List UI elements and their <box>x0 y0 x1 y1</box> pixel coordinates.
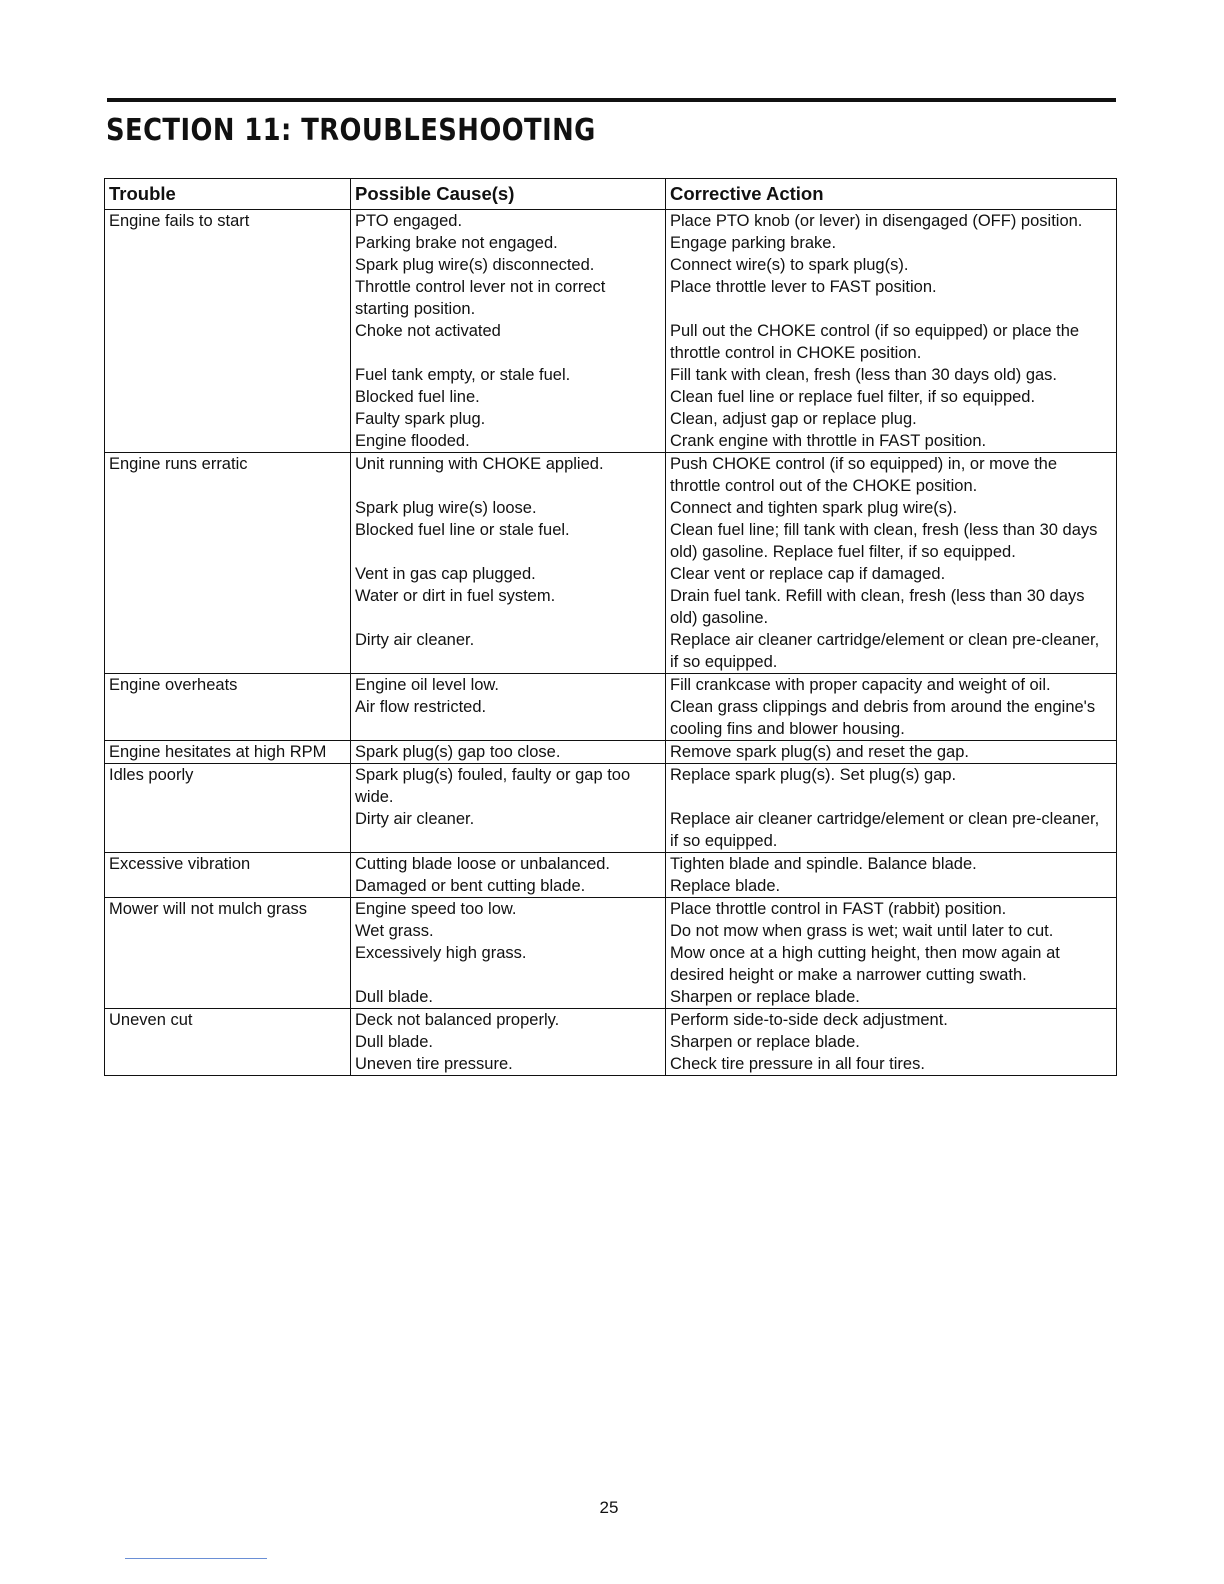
table-row <box>105 920 1117 942</box>
action-cell: Check tire pressure in all four tires. <box>666 1053 1117 1076</box>
trouble-cell <box>105 585 351 629</box>
action-cell: Push CHOKE control (if so equipped) in, or move the throttle control out of the CHOKE position. <box>666 453 1117 498</box>
cause-cell: Spark plug wire(s) disconnected. <box>351 254 666 276</box>
action-cell: Clean fuel line or replace fuel filter, if so equipped. <box>666 386 1117 408</box>
action-cell: Tighten blade and spindle. Balance blade. <box>666 853 1117 876</box>
table-row <box>105 386 1117 408</box>
trouble-cell <box>105 430 351 453</box>
action-cell: Mow once at a high cutting height, then mow again at desired height or make a narrower cutting swath. <box>666 942 1117 986</box>
table-row <box>105 942 1117 986</box>
trouble-cell: Engine overheats <box>105 674 351 697</box>
action-cell: Place throttle control in FAST (rabbit) position. <box>666 898 1117 921</box>
action-cell: Fill crankcase with proper capacity and weight of oil. <box>666 674 1117 697</box>
trouble-cell <box>105 563 351 585</box>
cause-cell: Spark plug(s) gap too close. <box>351 741 666 764</box>
cause-cell: Blocked fuel line or stale fuel. <box>351 519 666 563</box>
trouble-cell <box>105 808 351 853</box>
cause-cell: Choke not activated <box>351 320 666 364</box>
cause-cell: Water or dirt in fuel system. <box>351 585 666 629</box>
trouble-cell <box>105 320 351 364</box>
table-row <box>105 629 1117 674</box>
trouble-cell: Uneven cut <box>105 1009 351 1032</box>
action-cell: Crank engine with throttle in FAST position. <box>666 430 1117 453</box>
action-cell: Replace air cleaner cartridge/element or clean pre-cleaner, if so equipped. <box>666 629 1117 674</box>
trouble-cell: Mower will not mulch grass <box>105 898 351 921</box>
table-row <box>105 232 1117 254</box>
table-row <box>105 254 1117 276</box>
table-row <box>105 1031 1117 1053</box>
action-cell: Place throttle lever to FAST position. <box>666 276 1117 320</box>
table-row <box>105 276 1117 320</box>
table-row <box>105 674 1117 697</box>
trouble-cell <box>105 696 351 741</box>
table-row <box>105 453 1117 498</box>
action-cell: Connect and tighten spark plug wire(s). <box>666 497 1117 519</box>
action-cell: Clean, adjust gap or replace plug. <box>666 408 1117 430</box>
cause-cell: Engine speed too low. <box>351 898 666 921</box>
action-cell: Drain fuel tank. Refill with clean, fresh (less than 30 days old) gasoline. <box>666 585 1117 629</box>
cause-cell: Wet grass. <box>351 920 666 942</box>
trouble-cell <box>105 986 351 1009</box>
trouble-cell <box>105 920 351 942</box>
action-cell: Replace blade. <box>666 875 1117 898</box>
trouble-cell <box>105 276 351 320</box>
troubleshooting-table <box>104 178 1117 1076</box>
trouble-cell <box>105 254 351 276</box>
trouble-cell: Excessive vibration <box>105 853 351 876</box>
page-number: 25 <box>599 1498 619 1517</box>
action-cell: Clean grass clippings and debris from around the engine's cooling fins and blower housing. <box>666 696 1117 741</box>
cause-cell: Engine oil level low. <box>351 674 666 697</box>
trouble-cell <box>105 1053 351 1076</box>
cause-cell: Damaged or bent cutting blade. <box>351 875 666 898</box>
table-row <box>105 563 1117 585</box>
action-cell: Do not mow when grass is wet; wait until later to cut. <box>666 920 1117 942</box>
action-cell: Pull out the CHOKE control (if so equipped) or place the throttle control in CHOKE position. <box>666 320 1117 364</box>
action-cell: Place PTO knob (or lever) in disengaged (OFF) position. <box>666 210 1117 233</box>
footer-line <box>125 1558 267 1559</box>
cause-cell: Parking brake not engaged. <box>351 232 666 254</box>
table-row <box>105 210 1117 233</box>
table-header-row <box>105 179 1117 210</box>
cause-cell: Unit running with CHOKE applied. <box>351 453 666 498</box>
table-row <box>105 986 1117 1009</box>
table-row <box>105 320 1117 364</box>
cause-cell: Air flow restricted. <box>351 696 666 741</box>
trouble-cell <box>105 232 351 254</box>
cause-cell: Dirty air cleaner. <box>351 808 666 853</box>
trouble-cell <box>105 386 351 408</box>
action-cell: Replace air cleaner cartridge/element or clean pre-cleaner, if so equipped. <box>666 808 1117 853</box>
cause-cell: Dull blade. <box>351 986 666 1009</box>
trouble-cell <box>105 629 351 674</box>
cause-cell: Cutting blade loose or unbalanced. <box>351 853 666 876</box>
table-row <box>105 696 1117 741</box>
action-cell: Sharpen or replace blade. <box>666 1031 1117 1053</box>
table-row <box>105 741 1117 764</box>
table-row <box>105 808 1117 853</box>
cause-cell: Fuel tank empty, or stale fuel. <box>351 364 666 386</box>
cause-cell: Blocked fuel line. <box>351 386 666 408</box>
trouble-cell <box>105 497 351 519</box>
table-row <box>105 497 1117 519</box>
header-trouble: Trouble <box>105 179 351 210</box>
cause-cell: Spark plug wire(s) loose. <box>351 497 666 519</box>
action-cell: Engage parking brake. <box>666 232 1117 254</box>
table-row <box>105 519 1117 563</box>
trouble-cell <box>105 875 351 898</box>
header-corrective-action: Corrective Action <box>666 179 1117 210</box>
action-cell: Perform side-to-side deck adjustment. <box>666 1009 1117 1032</box>
action-cell: Sharpen or replace blade. <box>666 986 1117 1009</box>
trouble-cell: Engine hesitates at high RPM <box>105 741 351 764</box>
table-row <box>105 898 1117 921</box>
action-cell: Fill tank with clean, fresh (less than 30 days old) gas. <box>666 364 1117 386</box>
cause-cell: Faulty spark plug. <box>351 408 666 430</box>
table-row <box>105 585 1117 629</box>
table-row <box>105 1009 1117 1032</box>
table-row <box>105 764 1117 809</box>
action-cell: Replace spark plug(s). Set plug(s) gap. <box>666 764 1117 809</box>
header-possible-causes: Possible Cause(s) <box>351 179 666 210</box>
cause-cell: Excessively high grass. <box>351 942 666 986</box>
table-row <box>105 875 1117 898</box>
cause-cell: Engine flooded. <box>351 430 666 453</box>
section-title: SECTION 11: TROUBLESHOOTING <box>106 113 596 148</box>
cause-cell: Spark plug(s) fouled, faulty or gap too wide. <box>351 764 666 809</box>
trouble-cell <box>105 942 351 986</box>
action-cell: Clean fuel line; fill tank with clean, fresh (less than 30 days old) gasoline. Replace fuel filter, if so equipped. <box>666 519 1117 563</box>
trouble-cell: Engine runs erratic <box>105 453 351 498</box>
cause-cell: Throttle control lever not in correct starting position. <box>351 276 666 320</box>
trouble-cell <box>105 519 351 563</box>
trouble-cell: Engine fails to start <box>105 210 351 233</box>
cause-cell: Dirty air cleaner. <box>351 629 666 674</box>
table-body <box>105 210 1117 1076</box>
action-cell: Clear vent or replace cap if damaged. <box>666 563 1117 585</box>
table-row <box>105 408 1117 430</box>
cause-cell: Deck not balanced properly. <box>351 1009 666 1032</box>
table-row <box>105 430 1117 453</box>
trouble-cell <box>105 1031 351 1053</box>
table-row <box>105 1053 1117 1076</box>
cause-cell: Vent in gas cap plugged. <box>351 563 666 585</box>
cause-cell: Uneven tire pressure. <box>351 1053 666 1076</box>
cause-cell: PTO engaged. <box>351 210 666 233</box>
header-rule <box>107 98 1116 102</box>
trouble-cell <box>105 364 351 386</box>
action-cell: Remove spark plug(s) and reset the gap. <box>666 741 1117 764</box>
action-cell: Connect wire(s) to spark plug(s). <box>666 254 1117 276</box>
cause-cell: Dull blade. <box>351 1031 666 1053</box>
trouble-cell: Idles poorly <box>105 764 351 809</box>
table-row <box>105 364 1117 386</box>
table-row <box>105 853 1117 876</box>
trouble-cell <box>105 408 351 430</box>
